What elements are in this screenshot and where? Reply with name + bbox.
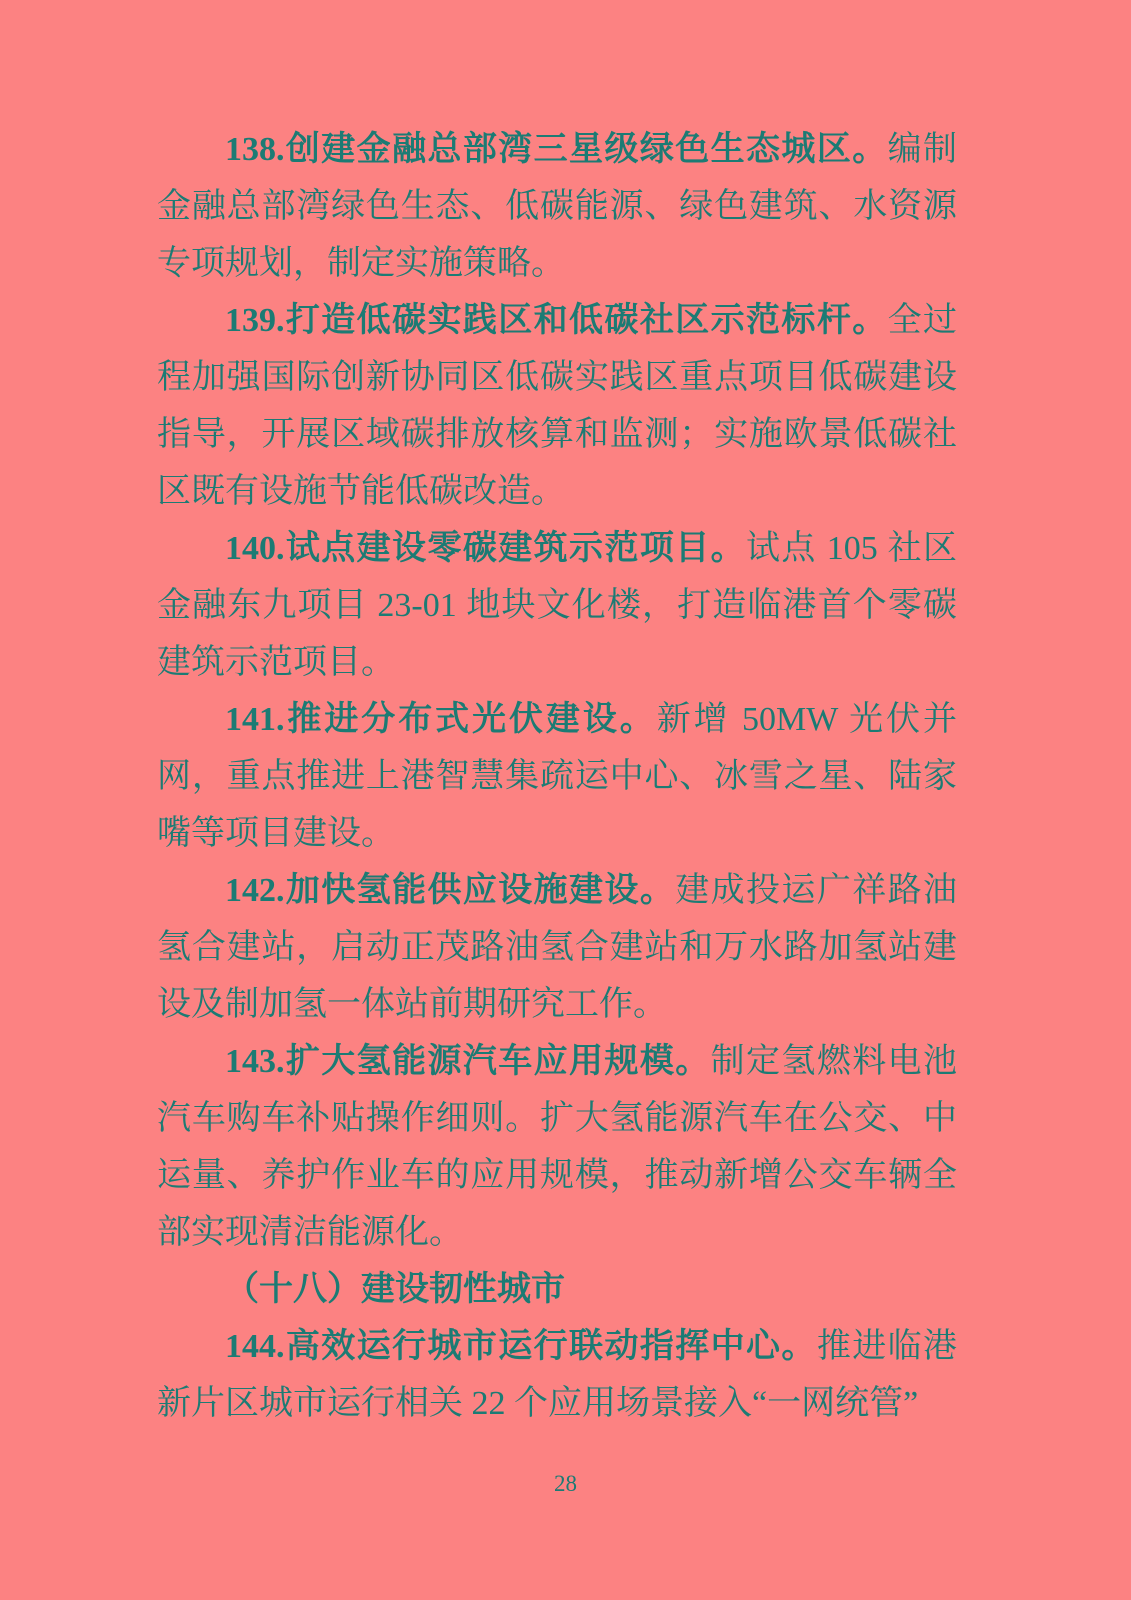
item-140-text: 试点 105 社区金融东九项目 23-01 地块文化楼，打造临港首个零碳建筑示范项目。 (157, 530, 958, 681)
item-139 (157, 292, 957, 520)
item-142-title: 142.加快氢能供应设施建设。 (225, 872, 676, 909)
item-138 (157, 121, 957, 292)
item-141-text: 新增 50MW 光伏并网，重点推进上港智慧集疏运中心、冰雪之星、陆家嘴等项目建设。 (157, 701, 957, 852)
section-heading: （十八）建设韧性城市 (225, 1271, 565, 1308)
page-number: 28 (554, 1471, 577, 1496)
item-138-title: 138.创建金融总部湾三星级绿色生态城区。 (225, 131, 888, 168)
document-text-body (157, 121, 957, 1432)
item-141 (157, 691, 957, 862)
item-138-text: 编制金融总部湾绿色生态、低碳能源、绿色建筑、水资源专项规划，制定实施策略。 (157, 131, 958, 282)
item-142 (157, 862, 957, 1033)
item-143-text: 制定氢燃料电池汽车购车补贴操作细则。扩大氢能源汽车在公交、中运量、养护作业车的应用规模，推动新增公交车辆全部实现清洁能源化。 (157, 1043, 958, 1251)
item-143 (157, 1033, 957, 1261)
item-140 (157, 520, 957, 691)
item-139-title: 139.打造低碳实践区和低碳社区示范标杆。 (225, 302, 888, 339)
item-141-title: 141.推进分布式光伏建设。 (225, 701, 657, 738)
item-142-text: 建成投运广祥路油氢合建站，启动正茂路油氢合建站和万水路加氢站建设及制加氢一体站前期研究工作。 (157, 872, 958, 1023)
item-144-title: 144.高效运行城市运行联动指挥中心。 (225, 1328, 817, 1365)
item-140-title: 140.试点建设零碳建筑示范项目。 (225, 530, 747, 567)
item-144 (157, 1318, 957, 1432)
item-144-text: 推进临港新片区城市运行相关 22 个应用场景接入“一网统管” (157, 1328, 958, 1422)
item-143-title: 143.扩大氢能源汽车应用规模。 (225, 1043, 711, 1080)
item-139-text: 全过程加强国际创新协同区低碳实践区重点项目低碳建设指导，开展区域碳排放核算和监测；实施欧景低碳社区既有设施节能低碳改造。 (157, 302, 958, 510)
